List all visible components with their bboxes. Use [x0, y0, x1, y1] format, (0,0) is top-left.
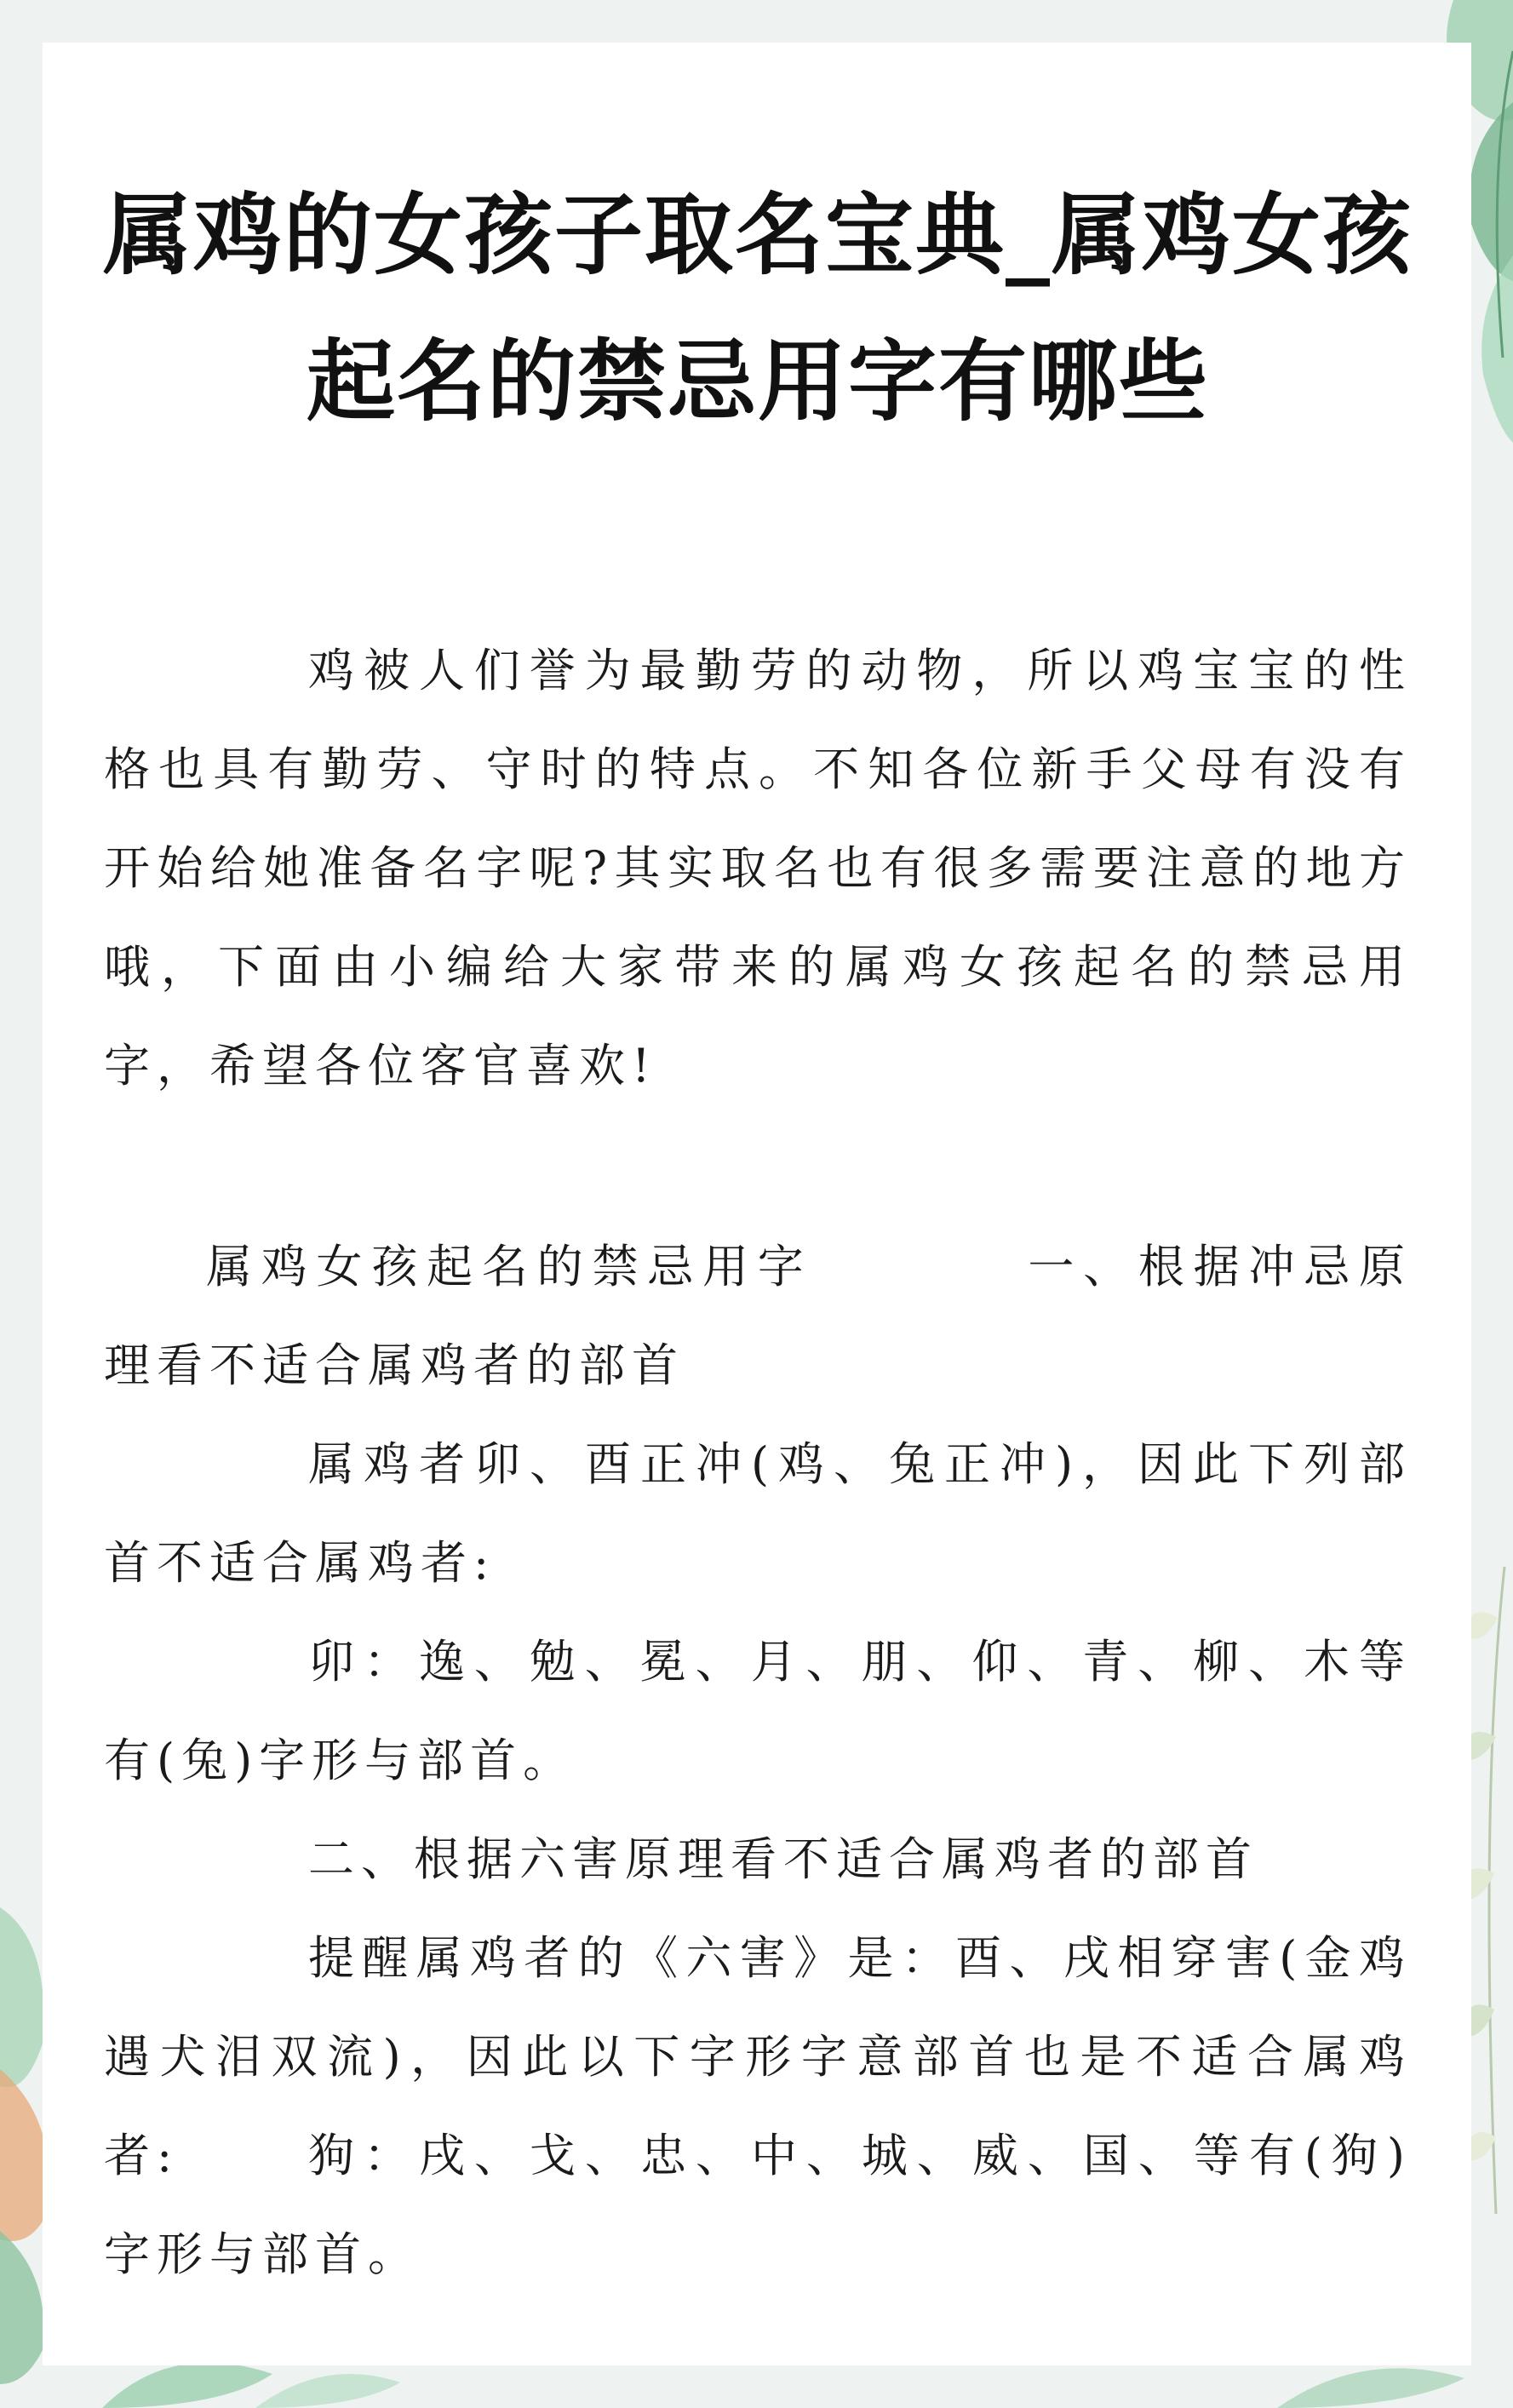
- section-heading: 属鸡女孩起名的禁忌用字: [206, 1240, 813, 1293]
- section-heading-paragraph: [104, 1218, 1412, 1415]
- point2-text: 提醒属鸡者的《六害》是：酉、戌相穿害(金鸡遇犬泪双流)，因此以下字形字意部首也是不适合属鸡者:: [104, 1931, 1412, 2182]
- point2-heading: 二、根据六害原理看不适合属鸡者的部首: [308, 1832, 1258, 1886]
- article-paper: [43, 43, 1471, 2365]
- intro-paragraph: 鸡被人们誉为最勤劳的动物，所以鸡宝宝的性格也具有勤劳、守时的特点。不知各位新手父母有没有开始给她准备名字呢?其实取名也有很多需要注意的地方哦，下面由小编给大家带来的属鸡女孩起名的禁忌用字，希望各位客官喜欢!: [104, 644, 1412, 1092]
- article-title: 属鸡的女孩子取名宝典_属鸡女孩起名的禁忌用字有哪些: [102, 183, 1413, 433]
- point1-heading: 一、根据冲忌原理看不适合属鸡者的部首: [104, 1240, 1413, 1392]
- point1-list: 卯：逸、勉、冕、月、朋、仰、青、柳、木等有(兔)字形与部首。: [104, 1635, 1412, 1787]
- point2-list: 狗：戌、戈、忠、中、城、威、国、等有(狗)字形与部首。: [104, 2129, 1412, 2281]
- point1-text: 属鸡者卯、酉正冲(鸡、兔正冲)，因此下列部首不适合属鸡者:: [104, 1437, 1412, 1590]
